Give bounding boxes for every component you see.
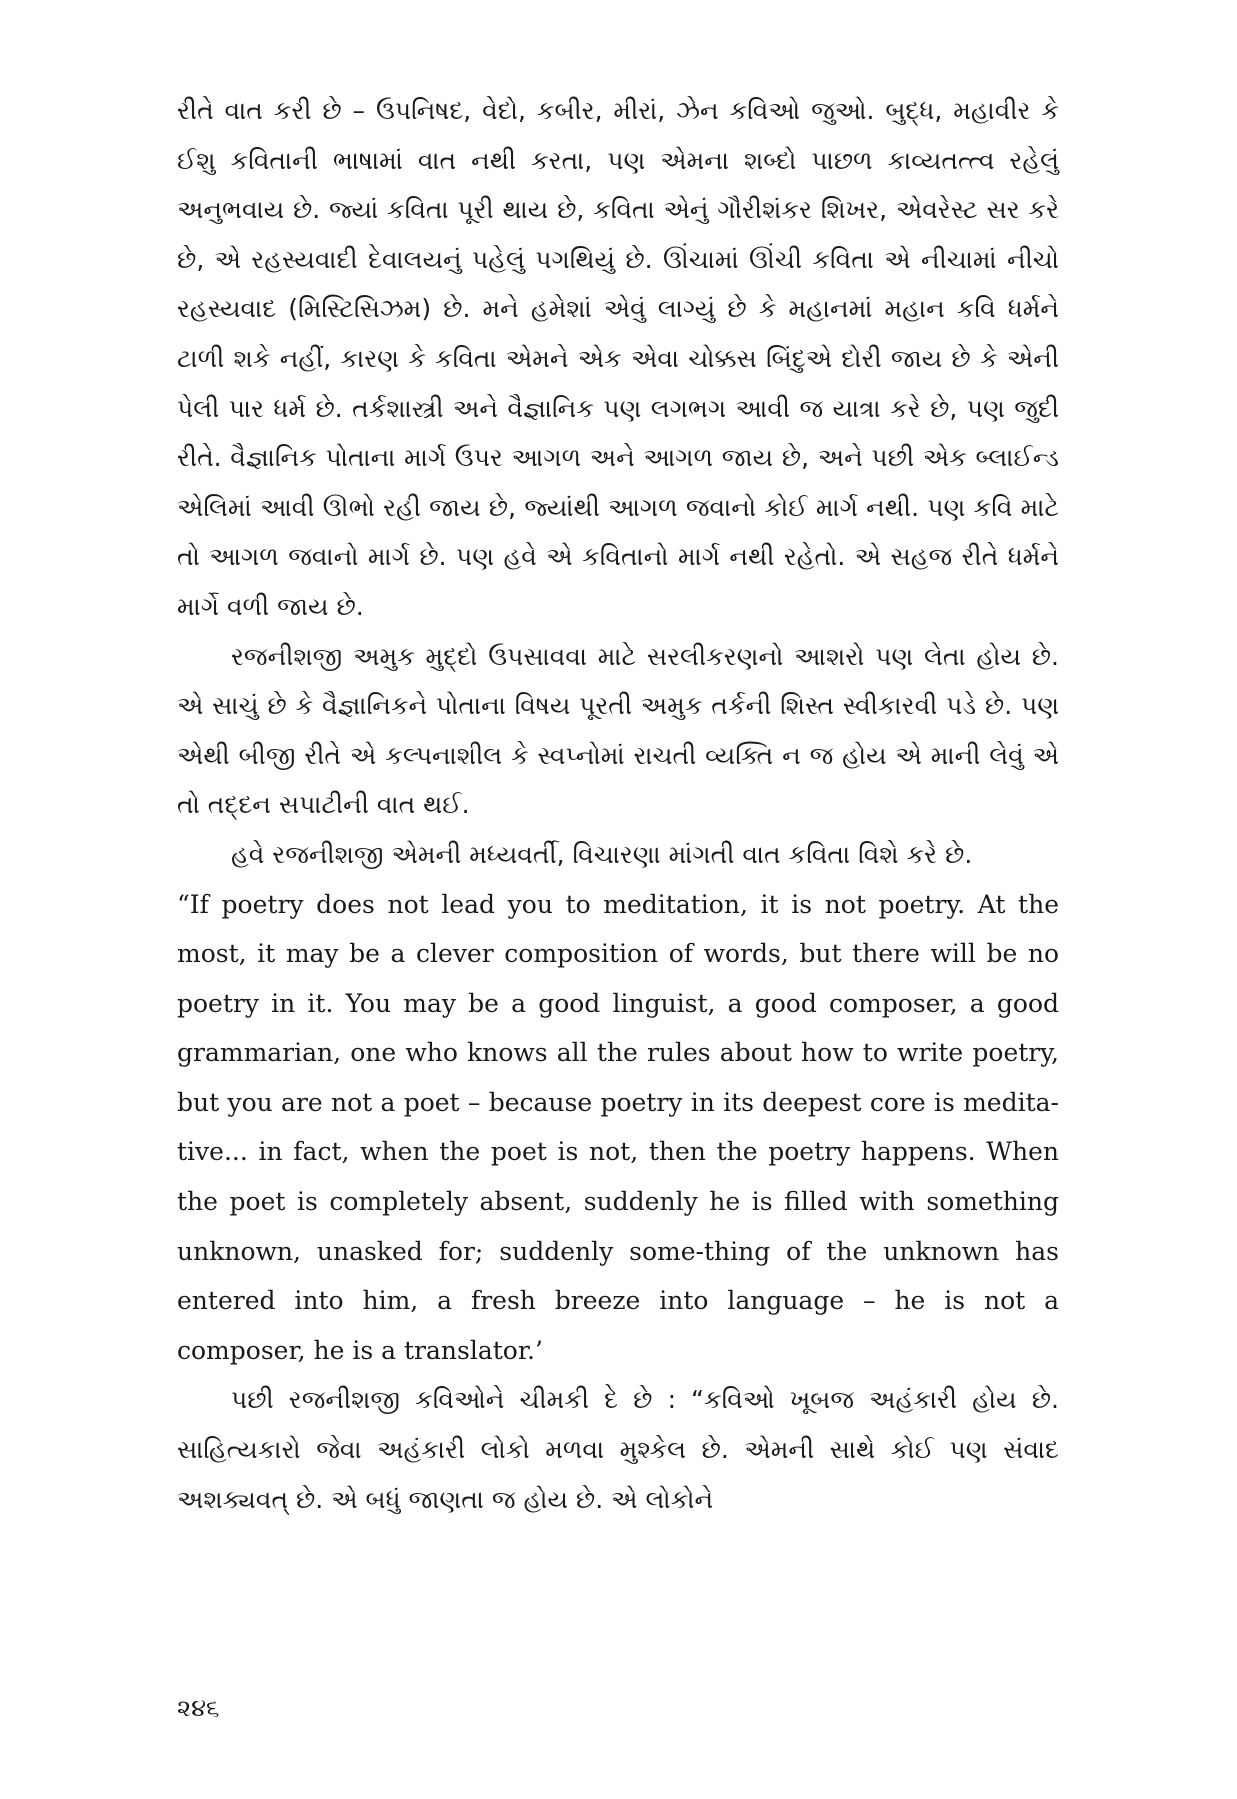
- quote-intro-text: હવે રજનીશજી એમની મધ્યવર્તી, વિચારણા માંગતી વાત કવિતા વિશે કરે છે.: [231, 839, 973, 869]
- page-number: ૨૪૬: [177, 1694, 220, 1722]
- paragraph-warning: પછી રજનીશજી કવિઓને ચીમકી દે છે : “કવિઓ ખૂબજ અહંકારી હોય છે. સાહિત્યકારો જેવા અહંકારી લોકો મળવા મુશ્કેલ છે. એમની સાથે કોઈ પણ સંવાદ અશક્યવત્ છે. એ બધું જાણતા જ હોય છે. એ લોકોને: [177, 1385, 1059, 1514]
- paragraph-quote-intro: [177, 830, 1059, 880]
- page-body: [177, 86, 1059, 1524]
- paragraph-mysticism: રીતે વાત કરી છે – ઉપનિષદ, વેદો, કબીર, મીરાં, ઝેન કવિઓ જુઓ. બુદ્ધ, મહાવીર કે ઈશુ કવિતાની ભાષામાં વાત નથી કરતા, પણ એમના શબ્દો પાછળ કાવ્યતત્ત્વ રહેલું અનુભવાય છે. જ્યાં કવિતા પૂરી થાય છે, કવિતા એનું ગૌરીશંકર શિખર, એવરેસ્ટ સર કરે છે, એ રહસ્યવાદી દેવાલયનું પહેલું પગથિયું છે. ઊંચામાં ઊંચી કવિતા એ નીચામાં નીચો રહસ્યવાદ (મિસ્ટિસિઝમ) છે. મને હમેશાં એવું લાગ્યું છે કે મહાનમાં મહાન કવિ ધર્મને ટાળી શકે નહીં, કારણ કે કવિતા એમને એક એવા ચોક્કસ બિંદુએ દોરી જાય છે કે એની પેલી પાર ધર્મ છે. તર્કશાસ્ત્રી અને વૈજ્ઞાનિક પણ લગભગ આવી જ યાત્રા કરે છે, પણ જુદી રીતે. વૈજ્ઞાનિક પોતાના માર્ગ ઉપર આગળ અને આગળ જાય છે, અને પછી એક બ્લાઈન્ડ એલિમાં આવી ઊભો રહી જાય છે, જ્યાંથી આગળ જવાનો કોઈ માર્ગ નથી. પણ કવિ માટે તો આગળ જવાનો માર્ગ છે. પણ હવે એ કવિતાનો માર્ગ નથી રહેતો. એ સહજ રીતે ધર્મને માર્ગે વળી જાય છે.: [177, 96, 1059, 621]
- paragraph-simplification: રજનીશજી અમુક મુદ્દો ઉપસાવવા માટે સરલીકરણનો આશરો પણ લેતા હોય છે. એ સાચું છે કે વૈજ્ઞાનિકને પોતાના વિષય પૂરતી અમુક તર્કની શિસ્ત સ્વીકારવી પડે છે. પણ એથી બીજી રીતે એ કલ્પનાશીલ કે સ્વપ્નોમાં રાચતી વ્યક્તિ ન જ હોય એ માની લેવું એ તો તદ્દન સપાટીની વાત થઈ.: [177, 641, 1059, 820]
- english-quote: “If poetry does not lead you to meditation, it is not poetry. At the most, it may be a clever composition of words, but there will be no poetry in it. You may be a good linguist, a good composer, a good grammarian, one who knows all the rules about how to write poetry, but you are not a poet – because poetry in its deepest core is medita-tive... in fact, when the poet is not, then the poetry happens. When the poet is completely absent, suddenly he is filled with something unknown, unasked for; suddenly some-thing of the unknown has entered into him, a fresh breeze into language – he is not a composer, he is a translator.’: [177, 889, 1059, 1365]
